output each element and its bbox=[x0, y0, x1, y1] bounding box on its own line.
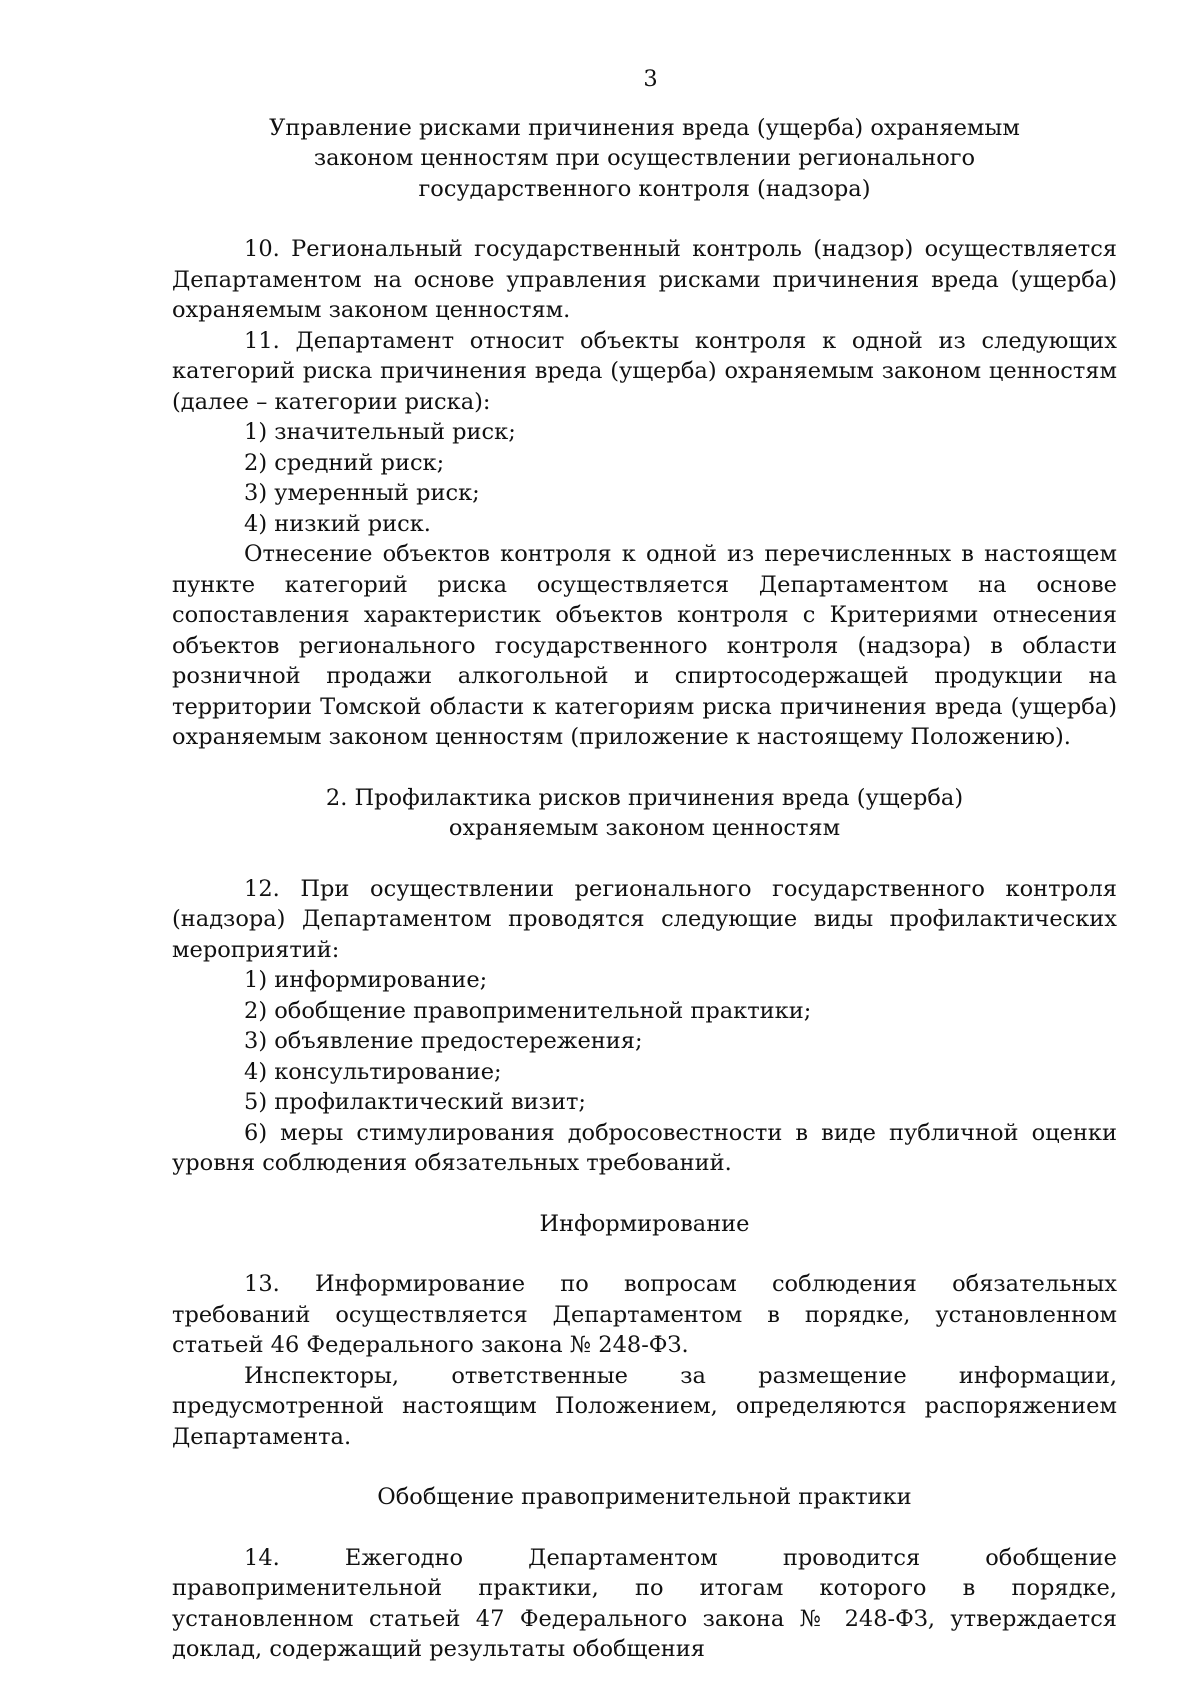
page-number: 3 bbox=[643, 66, 658, 92]
list-item: 2) обобщение правоприменительной практики; bbox=[244, 997, 812, 1024]
document-page bbox=[172, 64, 1117, 1665]
heading-line: Информирование bbox=[539, 1210, 750, 1237]
list-item: 3) объявление предостережения; bbox=[244, 1028, 643, 1054]
list-item: 4) консультирование; bbox=[244, 1058, 502, 1085]
list-item: 1) информирование; bbox=[244, 967, 488, 993]
heading-line: 2. Профилактика рисков причинения вреда (ущерба) bbox=[325, 784, 964, 811]
section-heading bbox=[172, 1209, 1117, 1240]
paragraph: Отнесение объектов контроля к одной из перечисленных в настоящем пункте категорий риска осуществляется Департаментом на основе сопоставления характеристик объектов контроля с Критериями отнесения объектов регионального государственного контроля (надзора) в области розничной продажи алкогольной и спиртосодержащей продукции на территории Томской области к категориям риска причинения вреда (ущерба) охраняемым законом ценностям (приложение к настоящему Положению). bbox=[172, 541, 1117, 750]
paragraph: 10. Региональный государственный контроль (надзор) осуществляется Департаментом на основе управления рисками причинения вреда (ущерба) охраняемым законом ценностям. bbox=[172, 236, 1117, 323]
section-heading bbox=[172, 783, 1117, 844]
heading-line: Управление рисками причинения вреда (ущерба) охраняемым bbox=[269, 114, 1020, 141]
heading-line: охраняемым законом ценностям bbox=[448, 815, 841, 841]
list-item: 3) умеренный риск; bbox=[244, 480, 480, 506]
list-item: 4) низкий риск. bbox=[244, 510, 431, 537]
paragraph: 12. При осуществлении регионального государственного контроля (надзора) Департаментом проводятся следующие виды профилактических мероприятий: bbox=[172, 875, 1117, 963]
paragraph: Инспекторы, ответственные за размещение информации, предусмотренной настоящим Положением, определяются распоряжением Департамента. bbox=[172, 1362, 1117, 1450]
section-heading bbox=[172, 113, 1117, 205]
paragraph: 11. Департамент относит объекты контроля к одной из следующих категорий риска причинения вреда (ущерба) охраняемым законом ценностям (далее – категории риска): bbox=[172, 327, 1117, 415]
paragraph: 6) меры стимулирования добросовестности в виде публичной оценки уровня соблюдения обязательных требований. bbox=[172, 1119, 1117, 1176]
paragraph: 14. Ежегодно Департаментом проводится обобщение правоприменительной практики, по итогам которого в порядке, установленном статьей 47 Федерального закона № 248-ФЗ, утверждается доклад, содержащий результаты обобщения bbox=[172, 1544, 1117, 1662]
paragraph: 13. Информирование по вопросам соблюдения обязательных требований осуществляется Департаментом в порядке, установленном статьей 46 Федерального закона № 248-ФЗ. bbox=[172, 1271, 1117, 1358]
heading-line: законом ценностям при осуществлении регионального bbox=[313, 145, 976, 171]
section-heading bbox=[172, 1482, 1117, 1513]
heading-line: Обобщение правоприменительной практики bbox=[377, 1484, 912, 1510]
list-item: 5) профилактический визит; bbox=[244, 1089, 586, 1115]
heading-line: государственного контроля (надзора) bbox=[418, 175, 871, 202]
list-item: 2) средний риск; bbox=[244, 449, 445, 476]
list-item: 1) значительный риск; bbox=[244, 419, 516, 445]
